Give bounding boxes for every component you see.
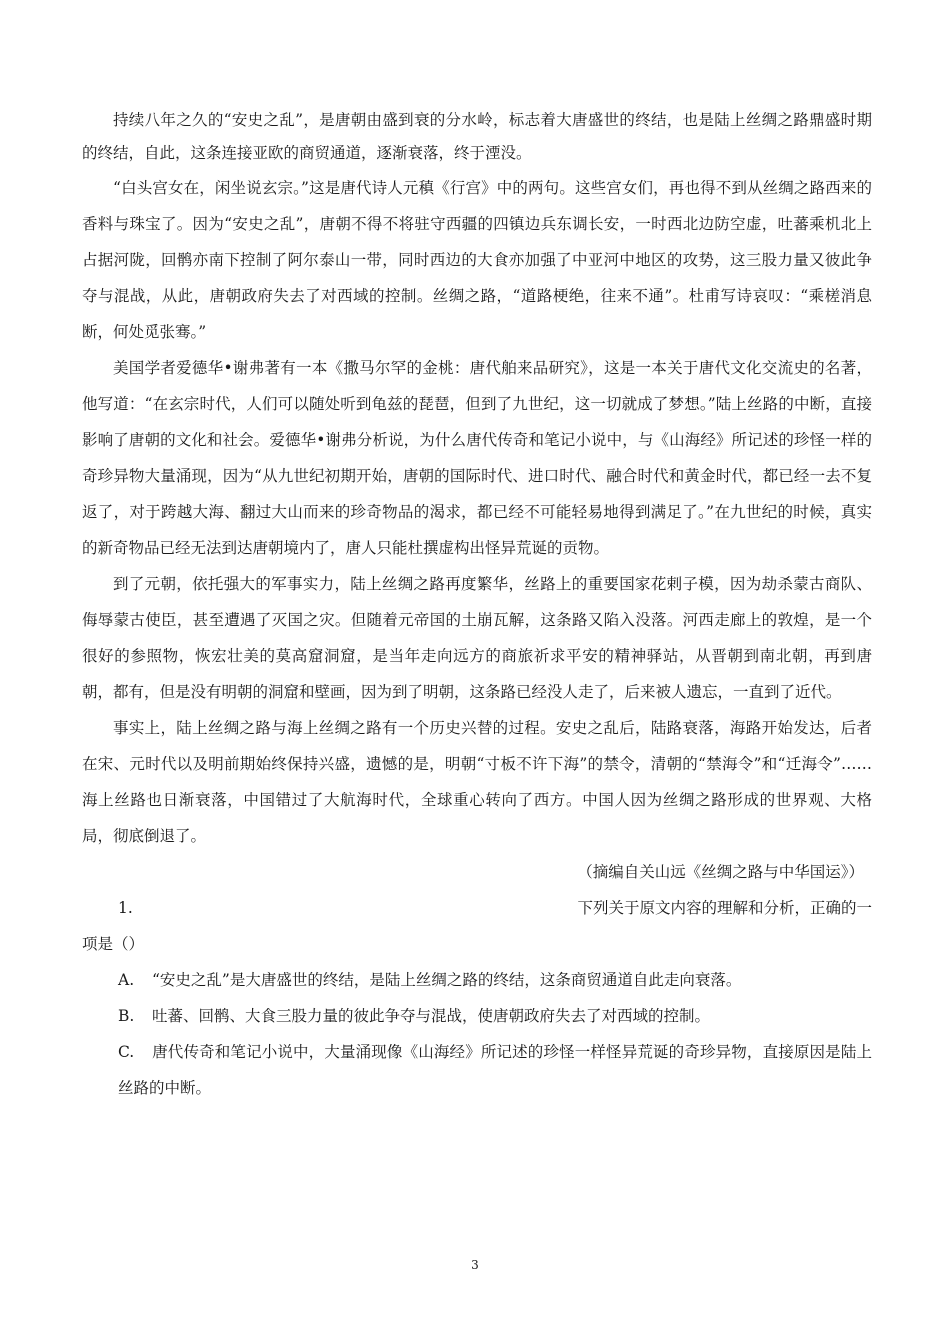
page-number: 3 bbox=[471, 1258, 479, 1272]
option-b[interactable] bbox=[82, 998, 872, 1034]
option-letter: A. bbox=[118, 971, 135, 989]
paragraph-1: 持续八年之久的“安史之乱”，是唐朝由盛到衰的分水岭，标志着大唐盛世的终结，也是陆上丝绸之路鼎盛时期的终结，自此，这条连接亚欧的商贸通道，逐渐衰落，终于湮没。 bbox=[82, 111, 872, 162]
option-text: “安史之乱”是大唐盛世的终结，是陆上丝绸之路的终结，这条商贸通道自此走向衰落。 bbox=[152, 971, 742, 989]
option-letter: B. bbox=[118, 1007, 135, 1025]
paragraph-2: “白头宫女在，闲坐说玄宗。”这是唐代诗人元稹《行宫》中的两句。这些宫女们，再也得不到从丝绸之路西来的香料与珠宝了。因为“安史之乱”，唐朝不得不将驻守西疆的四镇边兵东调长安，一时西北边防空虚，吐蕃乘机北上占据河陇，回鹘亦南下控制了阿尔泰山一带，同时西边的大食亦加强了中亚河中地区的攻势，这三股力量又彼此争夺与混战，从此，唐朝政府失去了对西域的控制。丝绸之路，“道路梗绝，往来不通”。杜甫写诗哀叹：“乘槎消息断，何处觅张骞。” bbox=[82, 179, 872, 341]
paragraph-5: 事实上，陆上丝绸之路与海上丝绸之路有一个历史兴替的过程。安史之乱后，陆路衰落，海路开始发达，后者在宋、元时代以及明前期始终保持兴盛，遗憾的是，明朝“寸板不许下海”的禁令，清朝的“禁海令”和“迁海令”……海上丝路也日渐衰落，中国错过了大航海时代，全球重心转向了西方。中国人因为丝绸之路形成的世界观、大格局，彻底倒退了。 bbox=[82, 719, 872, 845]
article-body bbox=[82, 104, 872, 1106]
question-text-line2: 项是（） bbox=[82, 935, 145, 953]
option-a[interactable] bbox=[82, 962, 872, 998]
option-c[interactable] bbox=[82, 1034, 872, 1106]
paragraph-3: 美国学者爱德华•谢弗著有一本《撒马尔罕的金桃：唐代舶来品研究》，这是一本关于唐代文化交流史的名著，他写道：“在玄宗时代，人们可以随处听到龟兹的琵琶，但到了九世纪，这一切就成了梦想。”陆上丝路的中断，直接影响了唐朝的文化和社会。爱德华•谢弗分析说，为什么唐代传奇和笔记小说中，与《山海经》所记述的珍怪一样的奇珍异物大量涌现，因为“从九世纪初期开始，唐朝的国际时代、进口时代、融合时代和黄金时代，都已经一去不复返了，对于跨越大海、翻过大山而来的珍奇物品的渴求，都已经不可能轻易地得到满足了。”在九世纪的时候，真实的新奇物品已经无法到达唐朝境内了，唐人只能杜撰虚构出怪异荒诞的贡物。 bbox=[82, 359, 872, 557]
question-1 bbox=[82, 890, 872, 926]
question-number: 1. bbox=[118, 899, 133, 917]
option-text: 唐代传奇和笔记小说中，大量涌现像《山海经》所记述的珍怪一样怪异荒诞的奇珍异物，直接原因是陆上丝路的中断。 bbox=[118, 1043, 872, 1097]
option-text: 吐蕃、回鹘、大食三股力量的彼此争夺与混战，使唐朝政府失去了对西域的控制。 bbox=[152, 1007, 711, 1025]
paragraph-4: 到了元朝，依托强大的军事实力，陆上丝绸之路再度繁华，丝路上的重要国家花剌子模，因为劫杀蒙古商队、侮辱蒙古使臣，甚至遭遇了灭国之灾。但随着元帝国的土崩瓦解，这条路又陷入没落。河西走廊上的敦煌，是一个很好的参照物，恢宏壮美的莫高窟洞窟，是当年走向远方的商旅祈求平安的精神驿站，从晋朝到南北朝，再到唐朝，都有，但是没有明朝的洞窟和壁画，因为到了明朝，这条路已经没人走了，后来被人遗忘，一直到了近代。 bbox=[82, 575, 872, 701]
option-letter: C. bbox=[118, 1043, 135, 1061]
question-text-line1: 下列关于原文内容的理解和分析，正确的一 bbox=[577, 899, 872, 917]
source-citation: （摘编自关山远《丝绸之路与中华国运》） bbox=[577, 863, 864, 881]
